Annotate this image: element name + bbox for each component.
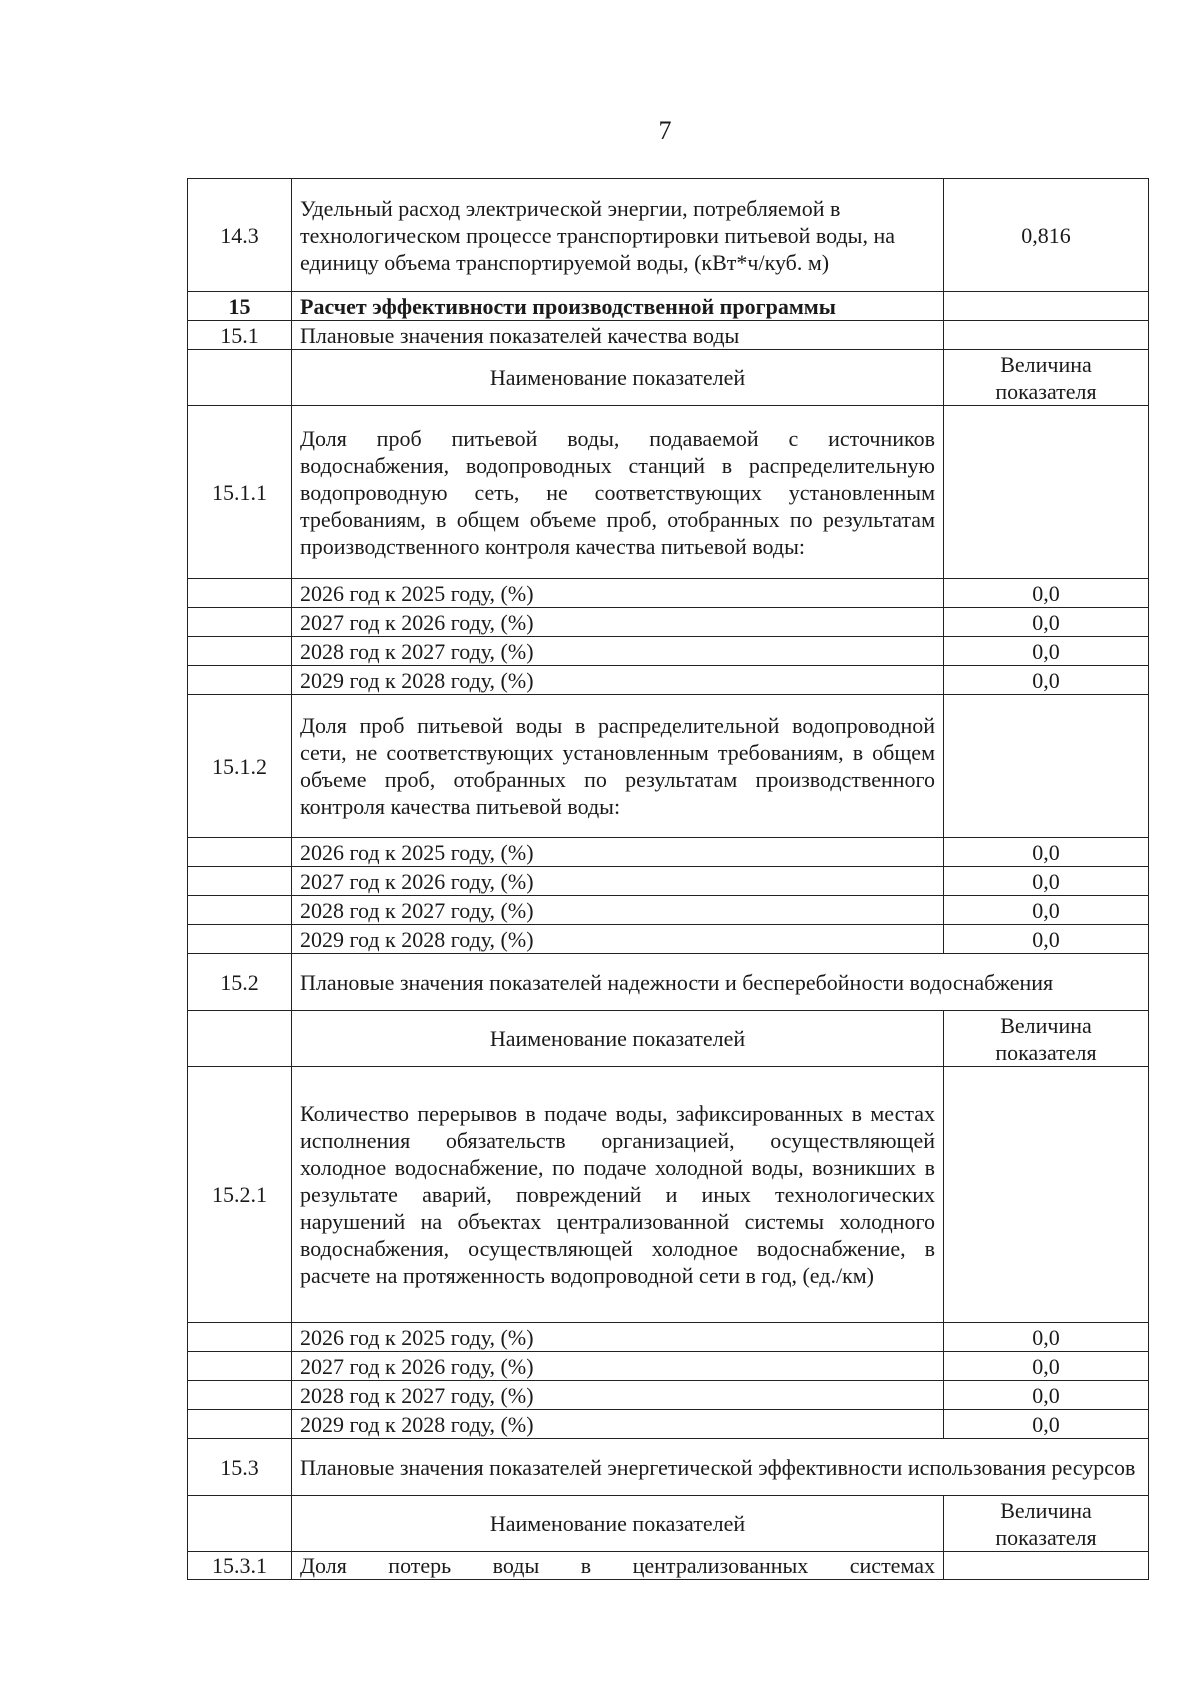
row-number: 14.3 — [188, 179, 292, 292]
year-label: 2028 год к 2027 году, (%) — [292, 1381, 944, 1410]
year-row — [188, 637, 1149, 666]
indicator-text: Доля потерь воды в централизованных системах — [292, 1552, 944, 1580]
year-label: 2026 год к 2025 году, (%) — [292, 579, 944, 608]
year-row — [188, 608, 1149, 637]
year-value: 0,0 — [944, 867, 1149, 896]
year-row — [188, 925, 1149, 954]
empty-cell — [188, 896, 292, 925]
empty-cell — [188, 579, 292, 608]
year-value: 0,0 — [944, 1352, 1149, 1381]
empty-cell — [188, 925, 292, 954]
indicator-text: Количество перерывов в подаче воды, зафиксированных в местах исполнения обязательств организацией, осуществляющей холодное водоснабжение, по подаче холодной воды, возникших в результате аварий, повреждений и иных технологических нарушений на объектах централизованной системы холодного водоснабжения, осуществляющей холодное водоснабжение, в расчете на протяженность водопроводной сети в год, (ед./км) — [292, 1067, 944, 1323]
subsection-title: Плановые значения показателей надежности и бесперебойности водоснабжения — [292, 954, 1149, 1011]
table-row — [188, 1552, 1149, 1580]
subsection-number: 15.2 — [188, 954, 292, 1011]
empty-cell — [944, 321, 1149, 350]
empty-cell — [944, 1552, 1149, 1580]
year-label: 2026 год к 2025 году, (%) — [292, 838, 944, 867]
year-label: 2029 год к 2028 году, (%) — [292, 1410, 944, 1439]
indicator-text: Удельный расход электрической энергии, потребляемой в технологическом процессе транспортировки питьевой воды, на единицу объема транспортируемой воды, (кВт*ч/куб. м) — [292, 179, 944, 292]
table-row — [188, 179, 1149, 292]
year-value: 0,0 — [944, 637, 1149, 666]
header-row — [188, 1011, 1149, 1067]
empty-cell — [944, 695, 1149, 838]
subsection-title: Плановые значения показателей качества воды — [292, 321, 944, 350]
year-value: 0,0 — [944, 1410, 1149, 1439]
empty-cell — [944, 292, 1149, 321]
empty-cell — [944, 1067, 1149, 1323]
empty-cell — [188, 637, 292, 666]
empty-cell — [188, 608, 292, 637]
year-row — [188, 867, 1149, 896]
empty-cell — [188, 1381, 292, 1410]
year-row — [188, 579, 1149, 608]
column-header-value: Величина показателя — [944, 350, 1149, 406]
year-row — [188, 838, 1149, 867]
page-number: 7 — [658, 116, 672, 145]
year-label: 2029 год к 2028 году, (%) — [292, 925, 944, 954]
year-row — [188, 1323, 1149, 1352]
year-label: 2027 год к 2026 году, (%) — [292, 1352, 944, 1381]
row-number: 15.1.1 — [188, 406, 292, 579]
column-header-value: Величина показателя — [944, 1011, 1149, 1067]
table-row — [188, 406, 1149, 579]
subsection-number: 15.1 — [188, 321, 292, 350]
row-number: 15.3.1 — [188, 1552, 292, 1580]
empty-cell — [188, 666, 292, 695]
section-number: 15 — [188, 292, 292, 321]
year-label: 2028 год к 2027 году, (%) — [292, 637, 944, 666]
empty-cell — [188, 1352, 292, 1381]
year-label: 2027 год к 2026 году, (%) — [292, 608, 944, 637]
year-label: 2028 год к 2027 году, (%) — [292, 896, 944, 925]
year-row — [188, 896, 1149, 925]
indicator-value: 0,816 — [944, 179, 1149, 292]
indicator-text: Доля проб питьевой воды, подаваемой с источников водоснабжения, водопроводных станций в распределительную водопроводную сеть, не соответствующих установленным требованиям, в общем объеме проб, отобранных по результатам производственного контроля качества питьевой воды: — [292, 406, 944, 579]
header-row — [188, 350, 1149, 406]
empty-cell — [944, 406, 1149, 579]
year-row — [188, 666, 1149, 695]
column-header-name: Наименование показателей — [292, 1496, 944, 1552]
year-label: 2026 год к 2025 году, (%) — [292, 1323, 944, 1352]
year-row — [188, 1352, 1149, 1381]
indicator-table — [187, 178, 1149, 1580]
subsection-title: Плановые значения показателей энергетической эффективности использования ресурсов — [292, 1439, 1149, 1496]
subsection-row — [188, 954, 1149, 1011]
year-value: 0,0 — [944, 1323, 1149, 1352]
year-value: 0,0 — [944, 666, 1149, 695]
year-row — [188, 1410, 1149, 1439]
year-row — [188, 1381, 1149, 1410]
year-value: 0,0 — [944, 838, 1149, 867]
subsection-number: 15.3 — [188, 1439, 292, 1496]
subsection-row — [188, 321, 1149, 350]
subsection-row — [188, 1439, 1149, 1496]
column-header-value: Величина показателя — [944, 1496, 1149, 1552]
empty-cell — [188, 838, 292, 867]
section-title: Расчет эффективности производственной программы — [292, 292, 944, 321]
section-row — [188, 292, 1149, 321]
year-label: 2029 год к 2028 году, (%) — [292, 666, 944, 695]
empty-cell — [188, 1410, 292, 1439]
empty-cell — [188, 867, 292, 896]
year-value: 0,0 — [944, 925, 1149, 954]
table-row — [188, 695, 1149, 838]
year-label: 2027 год к 2026 году, (%) — [292, 867, 944, 896]
year-value: 0,0 — [944, 608, 1149, 637]
empty-cell — [188, 1323, 292, 1352]
column-header-name: Наименование показателей — [292, 1011, 944, 1067]
row-number: 15.2.1 — [188, 1067, 292, 1323]
empty-cell — [188, 350, 292, 406]
empty-cell — [188, 1496, 292, 1552]
year-value: 0,0 — [944, 1381, 1149, 1410]
table-row — [188, 1067, 1149, 1323]
indicator-text: Доля проб питьевой воды в распределительной водопроводной сети, не соответствующих установленным требованиям, в общем объеме проб, отобранных по результатам производственного контроля качества питьевой воды: — [292, 695, 944, 838]
row-number: 15.1.2 — [188, 695, 292, 838]
empty-cell — [188, 1011, 292, 1067]
column-header-name: Наименование показателей — [292, 350, 944, 406]
year-value: 0,0 — [944, 579, 1149, 608]
header-row — [188, 1496, 1149, 1552]
year-value: 0,0 — [944, 896, 1149, 925]
